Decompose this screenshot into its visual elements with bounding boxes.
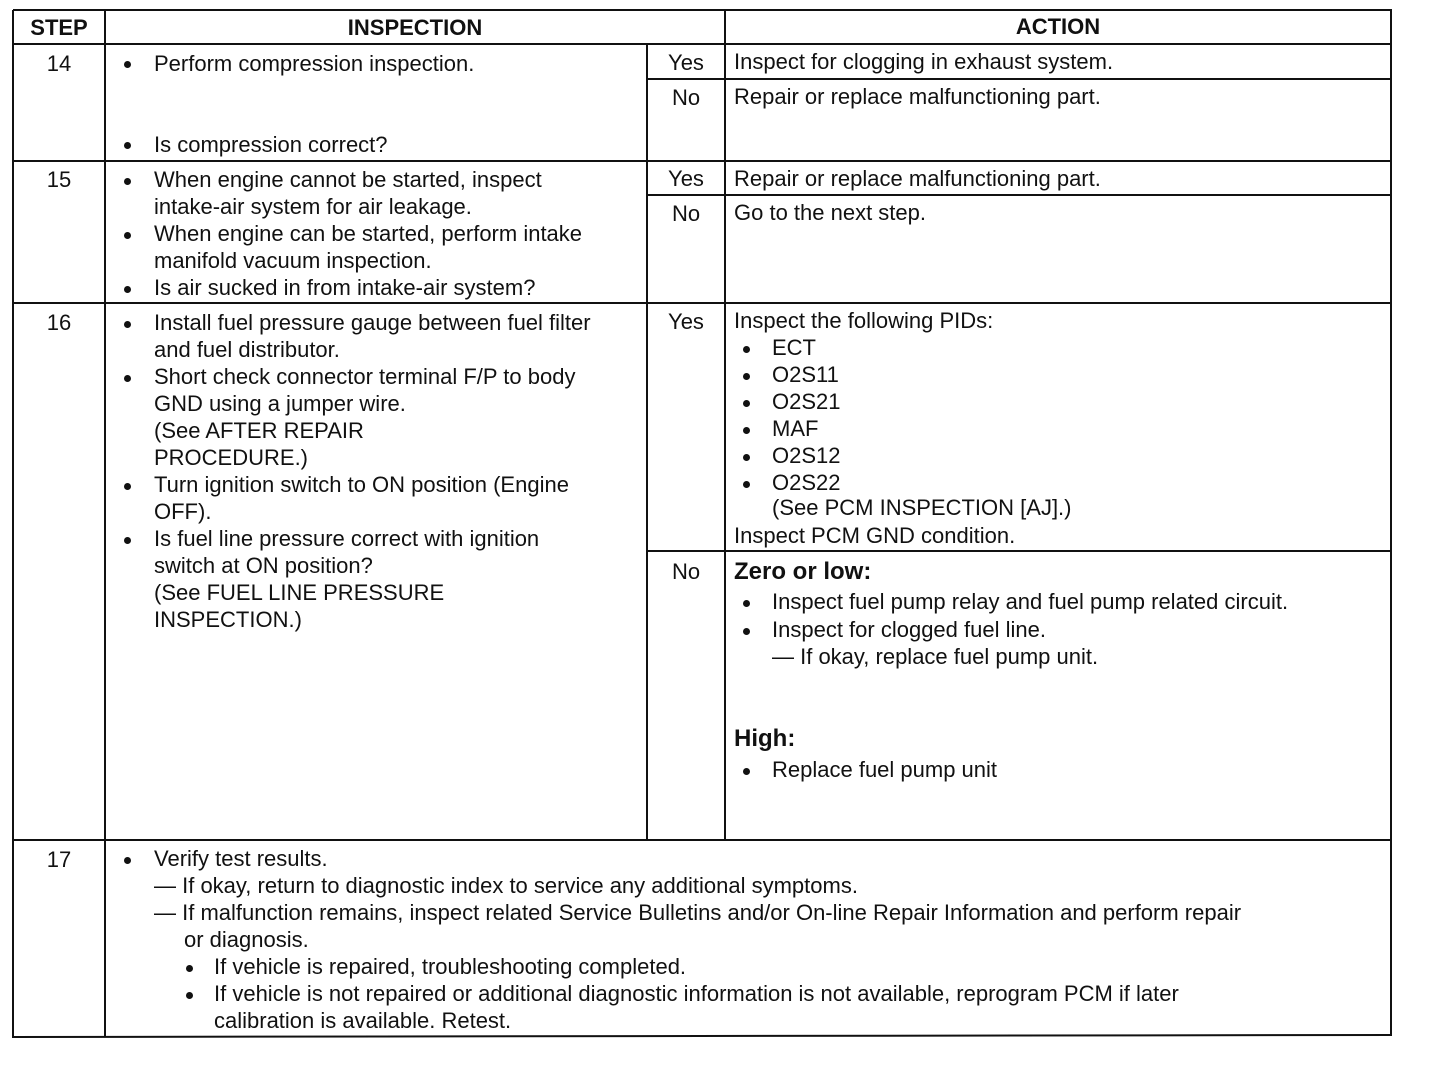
yes-action-intro: Inspect the following PIDs: (734, 308, 994, 333)
no-label: No (671, 201, 701, 226)
pid-item: O2S12 (772, 443, 841, 468)
inspection-line: INSPECTION.) (154, 607, 302, 632)
inspection-line: — If okay, return to diagnostic index to service any additional symptoms. (154, 873, 858, 898)
step-number: 16 (46, 310, 72, 335)
no-action: Go to the next step. (734, 200, 927, 225)
inspection-line: Verify test results. (154, 846, 328, 871)
bullet-icon (124, 178, 131, 185)
inspection-line: Turn ignition switch to ON position (Engine (154, 472, 569, 497)
bullet-icon (743, 628, 750, 635)
pid-item: ECT (772, 335, 816, 360)
inspection-line: — If malfunction remains, inspect related Service Bulletins and/or On-line Repair Information and perform repair (154, 900, 1242, 925)
no-action: Repair or replace malfunctioning part. (734, 84, 1101, 109)
header-action: ACTION (1015, 14, 1101, 39)
inspection-line: or diagnosis. (184, 927, 309, 952)
bullet-icon (124, 537, 131, 544)
header-step: STEP (30, 15, 88, 40)
bullet-icon (124, 857, 131, 864)
inspection-line: PROCEDURE.) (154, 445, 309, 470)
inspection-line: manifold vacuum inspection. (154, 248, 432, 273)
step-number: 15 (46, 167, 72, 192)
pid-see-reference: (See PCM INSPECTION [AJ].) (772, 495, 1072, 520)
yes-label: Yes (668, 309, 704, 334)
inspection-line: calibration is available. Retest. (214, 1008, 512, 1033)
pid-item: O2S22 (772, 470, 841, 495)
no-action-item: Inspect for clogged fuel line. (772, 617, 1046, 642)
inspection-line: (See FUEL LINE PRESSURE (154, 580, 445, 605)
zero-low-heading: Zero or low: (734, 558, 872, 585)
bullet-icon (124, 61, 131, 68)
inspection-line: (See AFTER REPAIR (154, 418, 364, 443)
inspection-line: switch at ON position? (154, 553, 373, 578)
inspection-line: Is compression correct? (154, 132, 388, 157)
bullet-icon (743, 454, 750, 461)
header-inspection: INSPECTION (347, 15, 483, 40)
yes-action: Repair or replace malfunctioning part. (734, 166, 1101, 191)
bullet-icon (743, 768, 750, 775)
inspection-line: intake-air system for air leakage. (154, 194, 472, 219)
bullet-icon (743, 427, 750, 434)
inspection-line: and fuel distributor. (154, 337, 340, 362)
bullet-icon (124, 286, 131, 293)
inspection-line: GND using a jumper wire. (154, 391, 406, 416)
pid-item: MAF (772, 416, 819, 441)
bullet-icon (743, 373, 750, 380)
bullet-icon (743, 600, 750, 607)
step-number: 14 (46, 51, 72, 76)
inspection-line: Is air sucked in from intake-air system? (154, 275, 536, 300)
inspection-line: Perform compression inspection. (154, 51, 475, 76)
yes-action: Inspect for clogging in exhaust system. (734, 49, 1114, 74)
inspection-line: If vehicle is not repaired or additional diagnostic information is not available, reprogram PCM if later (214, 981, 1179, 1006)
bullet-icon (743, 481, 750, 488)
bullet-icon (124, 142, 131, 149)
inspection-line: Is fuel line pressure correct with ignition (154, 526, 540, 551)
no-action-sub: — If okay, replace fuel pump unit. (772, 644, 1099, 669)
no-action-item: Replace fuel pump unit (772, 757, 998, 782)
inspection-line: Install fuel pressure gauge between fuel filter (154, 310, 591, 335)
inspection-line: If vehicle is repaired, troubleshooting completed. (214, 954, 687, 979)
bullet-icon (186, 992, 193, 999)
yes-label: Yes (668, 166, 704, 191)
bullet-icon (186, 965, 193, 972)
pid-item: O2S21 (772, 389, 841, 414)
bullet-icon (124, 232, 131, 239)
inspection-line: OFF). (154, 499, 212, 524)
bullet-icon (124, 483, 131, 490)
bullet-icon (124, 321, 131, 328)
pid-item: O2S11 (772, 362, 839, 387)
no-action-item: Inspect fuel pump relay and fuel pump related circuit. (772, 589, 1289, 614)
bullet-icon (743, 346, 750, 353)
bullet-icon (124, 375, 131, 382)
no-label: No (671, 85, 701, 110)
inspection-line: When engine cannot be started, inspect (154, 167, 542, 192)
high-heading: High: (734, 725, 796, 752)
yes-action-final: Inspect PCM GND condition. (734, 523, 1016, 548)
inspection-line: When engine can be started, perform intake (154, 221, 583, 246)
bullet-icon (743, 400, 750, 407)
step-number: 17 (46, 847, 72, 872)
no-label: No (671, 559, 701, 584)
yes-label: Yes (668, 50, 704, 75)
inspection-line: Short check connector terminal F/P to body (154, 364, 576, 389)
